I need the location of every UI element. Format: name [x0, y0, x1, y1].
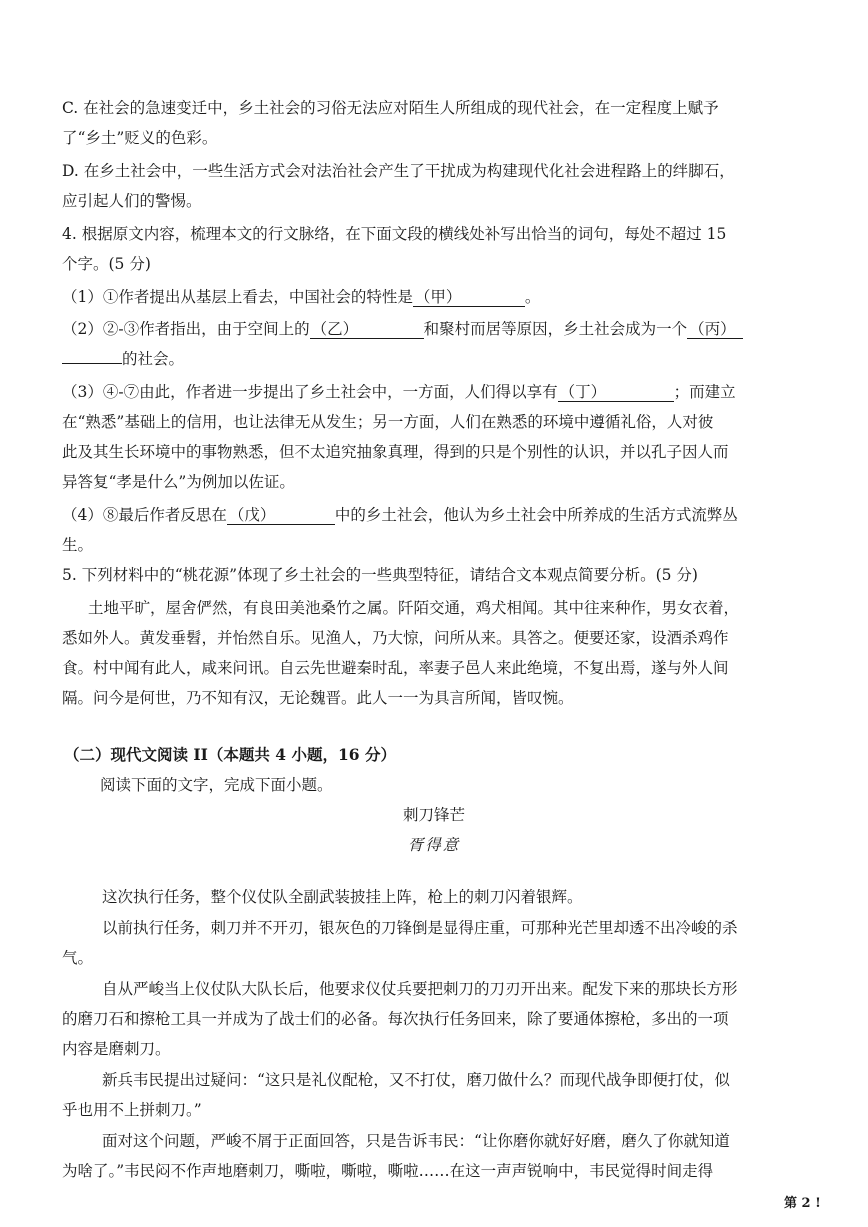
item-3-line-2: 在“熟悉”基础上的信用，也让法律无从发生；另一方面，人们在熟悉的环境中遵循礼俗，人对彼 — [62, 413, 714, 431]
story-para-4-line-2: 乎也用不上拼刺刀。” — [62, 1101, 202, 1119]
item-1-text: （1）①作者提出从基层上看去，中国社会的特性是 — [62, 288, 413, 306]
material-line-4: 隔。问今是何世，乃不知有汉，无论魏晋。此人一一为具言所闻，皆叹惋。 — [62, 689, 574, 707]
option-d-line-1: D. 在乡土社会中，一些生活方式会对法治社会产生了干扰成为构建现代化社会进程路上的绊脚石， — [62, 162, 735, 180]
story-para-3-line-1: 自从严峻当上仪仗队大队长后，他要求仪仗兵要把刺刀的刀刃开出来。配发下来的那块长方形 — [102, 980, 738, 998]
item-1 — [62, 286, 822, 308]
blank-yi-label: （乙） — [311, 320, 359, 338]
blank-bing-continued — [62, 349, 122, 364]
story-para-5-line-2: 为啥了。”韦民闷不作声地磨刺刀，嘶啦，嘶啦，嘶啦……在这一声声锐响中，韦民觉得时间走得 — [62, 1162, 714, 1180]
blank-wu — [227, 506, 335, 525]
item-4-line-2: 生。 — [62, 536, 94, 554]
blank-bing-label: （丙） — [689, 320, 736, 338]
story-para-3-line-3: 内容是磨刺刀。 — [62, 1040, 171, 1058]
blank-yi — [310, 320, 424, 339]
blank-ding — [558, 383, 674, 402]
item-2 — [62, 318, 822, 340]
story-para-2-line-1: 以前执行任务，刺刀并不开刃，银灰色的刀锋倒是显得庄重，可那种光芒里却透不出冷峻的杀 — [102, 919, 738, 937]
blank-wu-label: （戊） — [228, 506, 276, 524]
item-3-text: （3）④-⑦由此，作者进一步提出了乡土社会中，一方面，人们得以享有 — [62, 383, 558, 401]
item-4-text: （4）⑧最后作者反思在 — [62, 506, 227, 524]
option-c-line-1: C. 在社会的急速变迁中，乡土社会的习俗无法应对陌生人所组成的现代社会，在一定程度上赋予 — [62, 99, 719, 117]
item-3-line-4: 异答复“孝是什么”为例加以佐证。 — [62, 473, 295, 491]
page-number: 第 2 ! — [784, 1196, 821, 1211]
story-para-4-line-1: 新兵韦民提出过疑问：“这只是礼仪配枪，又不打仗，磨刀做什么？而现代战争即便打仗，似 — [102, 1071, 730, 1089]
story-para-1: 这次执行任务，整个仪仗队全副武装披挂上阵，枪上的刺刀闪着银辉。 — [102, 888, 583, 906]
article-title: 刺刀锋芒 — [402, 806, 465, 824]
story-para-2-line-2: 气。 — [62, 949, 94, 967]
item-2-text: （2）②-③作者指出，由于空间上的 — [62, 320, 310, 338]
item-4 — [62, 504, 822, 526]
question-4-line-2: 个字。(5 分) — [62, 255, 151, 273]
item-4-post: 中的乡土社会，他认为乡土社会中所养成的生活方式流弊丛 — [334, 506, 738, 524]
reading-instruction: 阅读下面的文字，完成下面小题。 — [100, 776, 333, 794]
material-line-3: 食。村中闻有此人，咸来问讯。自云先世避秦时乱，率妻子邑人来此绝境，不复出焉，遂与外人间 — [62, 659, 729, 677]
option-c-line-2: 了“乡土”贬义的色彩。 — [62, 129, 218, 147]
item-2-end: 的社会。 — [122, 350, 185, 368]
section-heading: （二）现代文阅读 II（本题共 4 小题，16 分） — [64, 745, 396, 764]
material-line-2: 悉如外人。黄发垂髫，并怡然自乐。见渔人，乃大惊，问所从来。具答之。便要还家，设酒杀鸡作 — [62, 629, 729, 647]
item-3-line-3: 此及其生长环境中的事物熟悉，但不太追究抽象真理，得到的只是个别性的认识，并以孔子因人而 — [62, 443, 729, 461]
item-1-end: 。 — [524, 288, 541, 306]
blank-jia-label: （甲） — [414, 288, 462, 306]
material-line-1: 土地平旷，屋舍俨然，有良田美池桑竹之属。阡陌交通，鸡犬相闻。其中往来种作，男女衣着， — [88, 599, 740, 617]
item-3 — [62, 381, 822, 403]
blank-bing — [687, 320, 743, 339]
story-para-5-line-1: 面对这个问题，严峻不屑于正面回答，只是告诉韦民：“让你磨你就好好磨，磨久了你就知道 — [102, 1132, 730, 1150]
question-4-line-1: 4. 根据原文内容，梳理本文的行文脉络，在下面文段的横线处补写出恰当的词句，每处不超过 15 — [62, 225, 727, 243]
item-3-post: ；而建立 — [673, 383, 736, 401]
blank-jia — [413, 288, 525, 307]
question-5: 5. 下列材料中的“桃花源”体现了乡土社会的一些典型特征，请结合文本观点简要分析。(5 分) — [62, 566, 698, 584]
item-2-line-2 — [62, 348, 822, 370]
blank-ding-label: （丁） — [559, 383, 607, 401]
article-author: 胥得意 — [407, 836, 461, 854]
story-para-3-line-2: 的磨刀石和擦枪工具一并成为了战士们的必备。每次执行任务回来，除了要通体擦枪，多出的一项 — [62, 1010, 729, 1028]
item-2-mid: 和聚村而居等原因，乡土社会成为一个 — [423, 320, 688, 338]
option-d-line-2: 应引起人们的警惕。 — [62, 192, 202, 210]
